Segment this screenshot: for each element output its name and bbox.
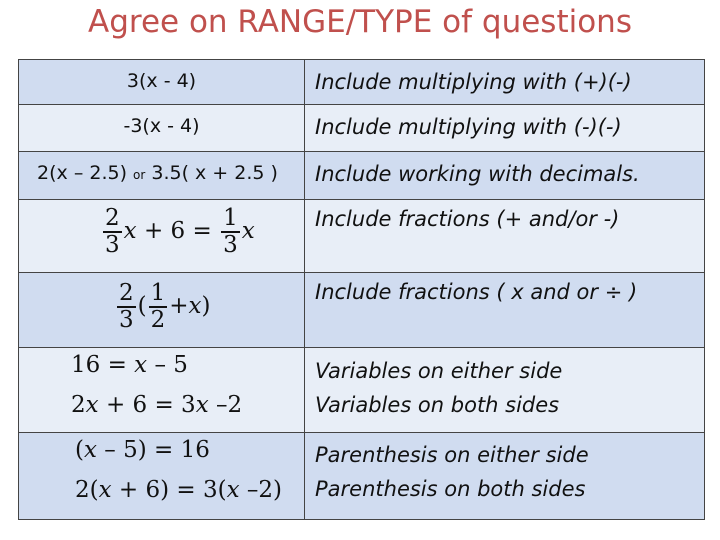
- fraction: [117, 281, 136, 333]
- table-row: [19, 433, 705, 520]
- math-text: – 5: [154, 352, 188, 378]
- math-text: 16 =: [71, 352, 127, 378]
- operator-text: +: [169, 293, 189, 319]
- paren: (: [137, 293, 147, 319]
- expression-cell: [19, 433, 305, 520]
- expression-cell: [19, 200, 305, 273]
- math-text: –2): [246, 477, 283, 503]
- numerator: 2: [119, 280, 134, 306]
- description-text: Variables on either side: [315, 359, 563, 383]
- math-text: –2: [215, 392, 243, 418]
- variable: x: [123, 218, 137, 244]
- math-text: + 6) = 3(: [118, 477, 227, 503]
- table-row: [19, 105, 705, 152]
- description-cell: [305, 348, 705, 433]
- math-text: 2: [71, 392, 86, 418]
- paren: ): [201, 293, 211, 319]
- math-text: 2(: [75, 477, 99, 503]
- equation-1: [75, 437, 210, 463]
- description-cell: [305, 60, 705, 105]
- variable: x: [98, 477, 112, 503]
- expression-text: 3(x - 4): [126, 70, 197, 92]
- or-text: or: [133, 168, 146, 182]
- description-cell: [305, 433, 705, 520]
- expression-cell: [19, 348, 305, 433]
- variable: x: [134, 352, 148, 378]
- fraction: [149, 281, 168, 333]
- denominator: 3: [119, 307, 134, 333]
- description-cell: [305, 152, 705, 200]
- description-text: Include fractions (+ and/or -): [315, 207, 620, 231]
- description-text: Parenthesis on either side: [315, 443, 589, 467]
- fraction: [103, 206, 122, 258]
- denominator: 2: [150, 307, 166, 333]
- math-text: (: [75, 437, 84, 463]
- numerator: 1: [150, 280, 166, 306]
- description-text: Include working with decimals.: [315, 162, 640, 186]
- fraction: [221, 206, 240, 258]
- variable: x: [195, 392, 209, 418]
- variable: x: [241, 218, 255, 244]
- denominator: 3: [223, 232, 238, 258]
- expression-cell: [19, 152, 305, 200]
- expression-a: 2(x – 2.5): [37, 162, 127, 184]
- expression-cell: [19, 105, 305, 152]
- variable: x: [85, 392, 99, 418]
- description-text: Include fractions ( x and or ÷ ): [315, 280, 638, 304]
- table-row: [19, 152, 705, 200]
- description-cell: [305, 105, 705, 152]
- variable: x: [226, 477, 240, 503]
- equation-2: [71, 392, 242, 418]
- equation-1: [71, 352, 188, 378]
- table-row: [19, 348, 705, 433]
- numerator: 1: [223, 205, 238, 231]
- question-types-table: [18, 59, 705, 520]
- table-row: [19, 60, 705, 105]
- operator-text: + 6 =: [143, 218, 212, 244]
- math-text: – 5) = 16: [104, 437, 210, 463]
- description-text: Include multiplying with (-)(-): [315, 115, 622, 139]
- denominator: 3: [105, 232, 120, 258]
- page-title: Agree on RANGE/TYPE of questions: [88, 4, 632, 40]
- expression-text: [7, 162, 308, 184]
- fraction-equation: [101, 206, 255, 258]
- table-row: [19, 273, 705, 348]
- description-cell: [305, 273, 705, 348]
- variable: x: [188, 293, 202, 319]
- expression-cell: [19, 273, 305, 348]
- fraction-expression: [115, 281, 211, 333]
- table-row: [19, 200, 705, 273]
- description-text: Include multiplying with (+)(-): [315, 70, 632, 94]
- numerator: 2: [105, 205, 120, 231]
- expression-cell: [19, 60, 305, 105]
- equation-2: [75, 477, 282, 503]
- description-cell: [305, 200, 705, 273]
- expression-text: -3(x - 4): [123, 115, 200, 137]
- expression-b: 3.5( x + 2.5 ): [151, 162, 278, 184]
- math-text: + 6 = 3: [105, 392, 196, 418]
- description-text: Parenthesis on both sides: [315, 477, 586, 501]
- variable: x: [83, 437, 97, 463]
- description-text: Variables on both sides: [315, 393, 560, 417]
